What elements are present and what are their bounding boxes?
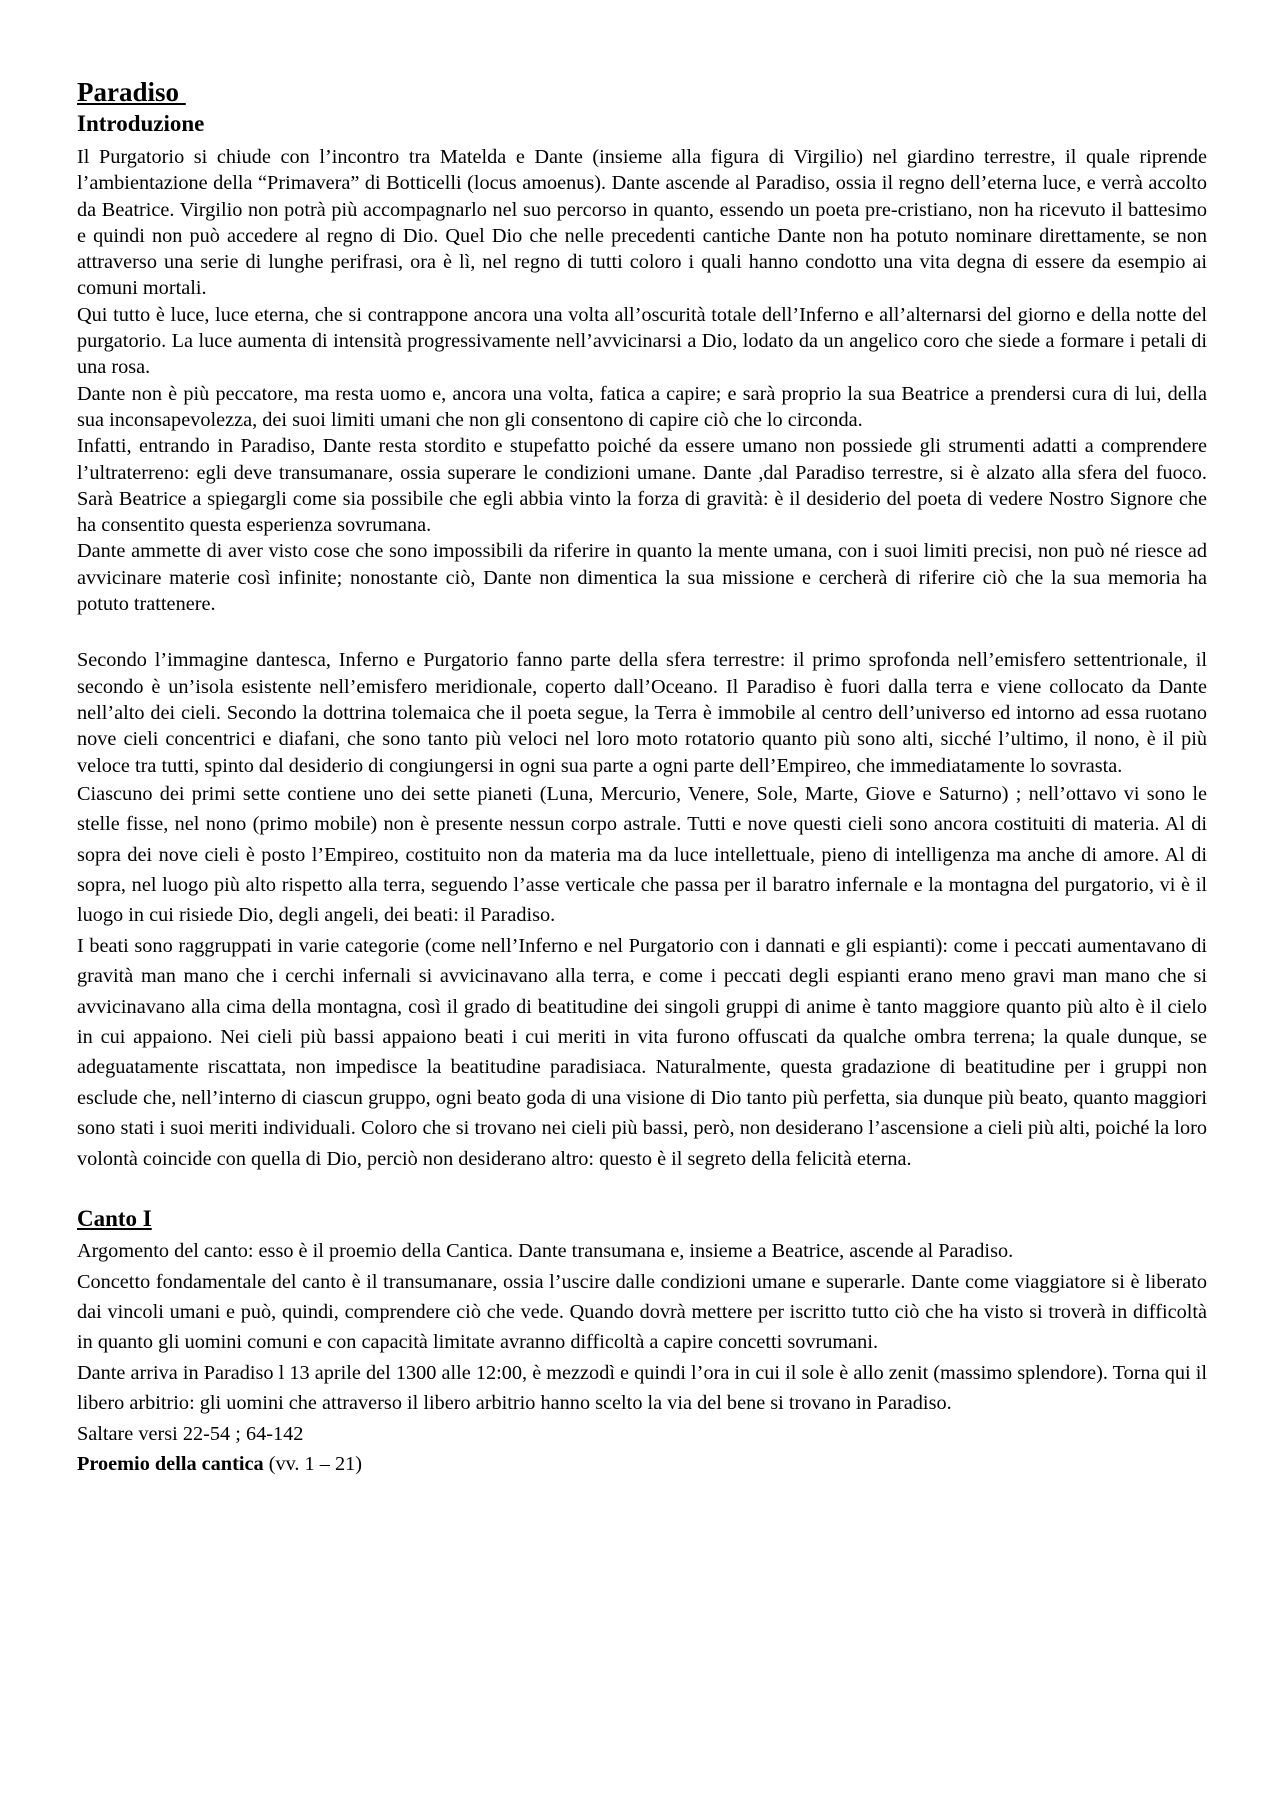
intro-paragraph: Dante ammette di aver visto cose che sono impossibili da riferire in quanto la mente umana, con i suoi limiti precisi, non può né riesce ad avvicinare materie così infinite; nonostante ciò, Dante non dimentica la sua missione e cercherà di riferire ciò che la sua memoria ha potuto trattenere. [77, 540, 1207, 616]
heavens-paragraph: I beati sono raggruppati in varie categorie (come nell’Inferno e nel Purgatorio con i dannati e gli espianti): come i peccati aumentavano di gravità man mano che i cerchi infernali si avvicinavano alla terra, e come i peccati degli espianti erano meno gravi man mano che si avvicinavano alla cima della montagna, così il grado di beatitudine dei singoli gruppi di anime è tanto maggiore quanto più alto è il cielo in cui appaiono. Nei cieli più bassi appaiono beati i cui meriti in vita furono offuscati da qualche ombra terrena; la quale dunque, se adeguatamente riscattata, non impedisce la beatitudine paradisiaca. Naturalmente, questa gradazione di beatitudine per i gruppi non esclude che, nell’interno di ciascun gruppo, ogni beato goda di una visione di Dio tanto più perfetta, sia dunque più beato, quanto maggiori sono stati i suoi meriti individuali. Coloro che si trovano nei cieli più bassi, però, non desiderano l’ascensione a cieli più alti, poiché la loro volontà coincide con quella di Dio, perciò non desiderano altro: questo è il segreto della felicità eterna. [77, 934, 1207, 1170]
intro-paragraph: Infatti, entrando in Paradiso, Dante resta stordito e stupefatto poiché da essere umano non possiede gli strumenti adatti a comprendere l’ultraterreno: egli deve transumanare, ossia superare le condizioni umane. Dante ,dal Paradiso terrestre, si è alzato alla sfera del fuoco. Sarà Beatrice a spiegargli come sia possibile che egli abbia vinto la forza di gravità: è il desiderio del poeta di vedere Nostro Signore che ha consentito questa esperienza sovrumana. [77, 435, 1207, 537]
spacer [77, 617, 1207, 647]
intro-paragraph: Qui tutto è luce, luce eterna, che si contrappone ancora una volta all’oscurità totale dell’Inferno e all’alternarsi del giorno e della notte del purgatorio. La luce aumenta di intensità progressivamente nell’avvicinarsi a Dio, lodato da un angelico coro che siede a formare i petali di una rosa. [77, 303, 1207, 379]
intro-paragraph: Il Purgatorio si chiude con l’incontro tra Matelda e Dante (insieme alla figura di Virgilio) nel giardino terrestre, il quale riprende l’ambientazione della “Primavera” di Botticelli (locus amoenus). Dante ascende al Paradiso, ossia il regno dell’eterna luce, e verrà accolto da Beatrice. Virgilio non potrà più accompagnarlo nel suo percorso in quanto, essendo un poeta pre-cristiano, non ha ricevuto il battesimo e quindi non può accedere al regno di Dio. Quel Dio che nelle precedenti cantiche Dante non ha potuto nominare direttamente, se non attraverso una serie di lunghe perifrasi, ora è lì, nel regno di tutti coloro i quali hanno condotto una vita degna di essere da esempio ai comuni mortali. [77, 146, 1207, 300]
page-title: Paradiso [77, 77, 186, 107]
skip-verses-note: Saltare versi 22-54 ; 64-142 [77, 1422, 304, 1445]
intro-heading: Introduzione [77, 111, 205, 136]
spacer [77, 1174, 1207, 1202]
canto-section [77, 1202, 1207, 1479]
proem-label: Proemio della cantica [77, 1452, 264, 1475]
cosmology-paragraph: Secondo l’immagine dantesca, Inferno e Purgatorio fanno parte della sfera terrestre: il primo sprofonda nell’emisfero settentrionale, il secondo è un’isola esistente nell’emisfero meridionale, coperto dall’Oceano. Il Paradiso è fuori dalla terra e viene collocato da Dante nell’alto dei cieli. Secondo la dottrina tolemaica che il poeta segue, la Terra è immobile al centro dell’universo ed intorno ad essa ruotano nove cieli concentrici e diafani, che sono tanto più veloci nel loro moto rotatorio quanto più sono alti, sicché l’ultimo, il nono, è il più veloce tra tutti, spinto dal desiderio di congiungersi in ogni sua parte a ogni parte dell’Empireo, che immediatamente lo sovrasta. [77, 649, 1207, 777]
intro-section [77, 144, 1207, 617]
canto-paragraph: Dante arriva in Paradiso l 13 aprile del 1300 alle 12:00, è mezzodì e quindi l’ora in cui il sole è allo zenit (massimo splendore). Torna qui il libero arbitrio: gli uomini che attraverso il libero arbitrio hanno scelto la via del bene si trovano in Paradiso. [77, 1361, 1207, 1415]
proem-line [77, 1449, 1207, 1479]
proem-range: (vv. 1 – 21) [263, 1452, 363, 1475]
canto-paragraph: Concetto fondamentale del canto è il transumanare, ossia l’uscire dalle condizioni umane e superarle. Dante come viaggiatore si è liberato dai vincoli umani e può, quindi, comprendere ciò che vede. Quando dovrà mettere per iscritto tutto ciò che ha visto si troverà in difficoltà in quanto gli uomini comuni e con capacità limitate avranno difficoltà a capire concetti sovrumani. [77, 1270, 1207, 1354]
canto-heading: Canto I [77, 1206, 152, 1232]
document-page [77, 76, 1207, 1479]
cosmology-section [77, 647, 1207, 1174]
heavens-paragraph: Ciascuno dei primi sette contiene uno dei sette pianeti (Luna, Mercurio, Venere, Sole, Marte, Giove e Saturno) ; nell’ottavo vi sono le stelle fisse, nel nono (primo mobile) non è presente nessun corpo astrale. Tutti e nove questi cieli sono ancora costituiti di materia. Al di sopra dei nove cieli è posto l’Empireo, costituito non da materia ma da luce intellettuale, pieno di intelligenza ma anche di amore. Al di sopra, nel luogo più alto rispetto alla terra, seguendo l’asse verticale che passa per il baratro infernale e la montagna del purgatorio, vi è il luogo in cui risiede Dio, degli angeli, dei beati: il Paradiso. [77, 782, 1207, 927]
canto-argument: Argomento del canto: esso è il proemio della Cantica. Dante transumana e, insieme a Beatrice, ascende al Paradiso. [77, 1240, 1014, 1263]
intro-paragraph: Dante non è più peccatore, ma resta uomo e, ancora una volta, fatica a capire; e sarà proprio la sua Beatrice a prendersi cura di lui, della sua inconsapevolezza, dei suoi limiti umani che non gli consentono di capire ciò che lo circonda. [77, 382, 1207, 431]
